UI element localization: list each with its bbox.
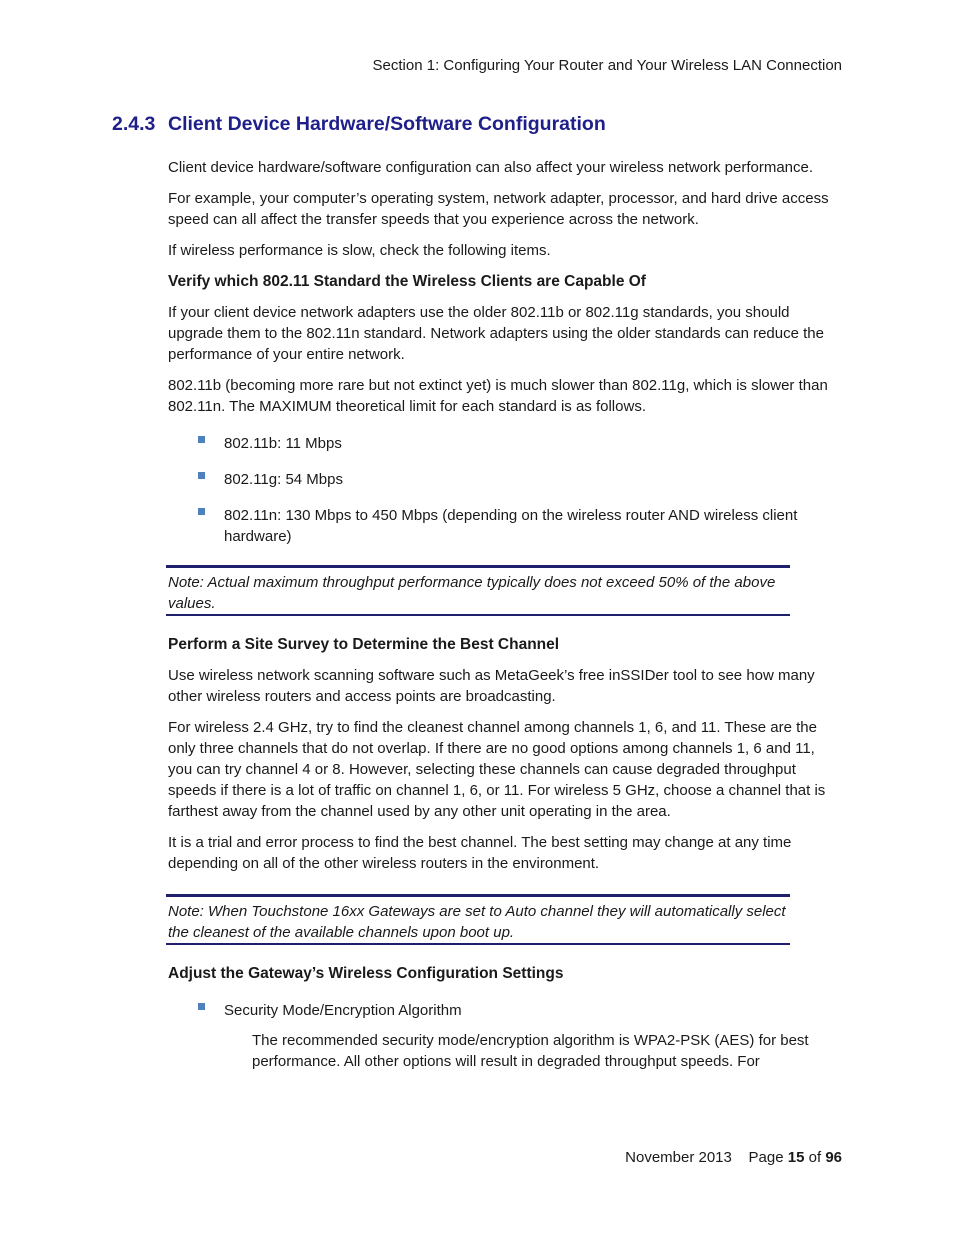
auto-channel-note <box>166 894 790 945</box>
list-item <box>168 469 843 490</box>
survey-paragraph-2: For wireless 2.4 GHz, try to find the cleanest channel among channels 1, 6, and 11. These are the only three channels that do not overlap. If there are no good options among channels 1, 6 and 11, you can try channel 4 or 8. However, selecting these channels can cause degraded throughput speeds if there is a lot of traffic on channel 1, 6, or 11. For wireless 5 GHz, choose a channel that is farthest away from the channel used by any other unit operating in the area. <box>168 719 826 820</box>
adjust-heading: Adjust the Gateway’s Wireless Configuration Settings <box>168 965 564 982</box>
standards-list <box>168 433 843 547</box>
verify-paragraph-1: If your client device network adapters use the older 802.11b or 802.11g standards, you should upgrade them to the 802.11n standard. Network adapters using the older standards can reduce the performance of your entire network. <box>168 304 824 363</box>
intro-paragraph-1: Client device hardware/software configuration can also affect your wireless network performance. <box>168 159 814 176</box>
section-number: 2.4.3 <box>112 113 156 135</box>
throughput-note <box>166 565 790 616</box>
footer-total-pages: 96 <box>825 1149 842 1166</box>
verify-paragraph-2: 802.11b (becoming more rare but not extinct yet) is much slower than 802.11g, which is slower than 802.11n. The MAXIMUM theoretical limit for each standard is as follows. <box>168 377 828 415</box>
list-item-text: 802.11g: 54 Mbps <box>224 471 343 488</box>
footer-page-label: Page <box>748 1149 784 1166</box>
note-text: Note: When Touchstone 16xx Gateways are set to Auto channel they will automatically select the cleanest of the available channels upon boot up. <box>168 903 786 941</box>
section-heading <box>112 113 606 136</box>
footer-of-label: of <box>808 1149 822 1166</box>
intro-paragraph-2: For example, your computer’s operating system, network adapter, processor, and hard drive access speed can all affect the transfer speeds that you experience across the network. <box>168 190 829 228</box>
survey-paragraph-1: Use wireless network scanning software such as MetaGeek’s free inSSIDer tool to see how many other wireless routers and access points are broadcasting. <box>168 667 815 705</box>
footer-date: November 2013 <box>625 1149 732 1166</box>
running-header: Section 1: Configuring Your Router and Your Wireless LAN Connection <box>372 57 842 74</box>
survey-paragraph-3: It is a trial and error process to find the best channel. The best setting may change at any time depending on all of the other wireless routers in the environment. <box>168 834 792 872</box>
square-bullet-icon <box>198 1003 205 1010</box>
list-item-text: Security Mode/Encryption Algorithm <box>224 1002 462 1019</box>
square-bullet-icon <box>198 436 205 443</box>
square-bullet-icon <box>198 508 205 515</box>
settings-list <box>168 1000 843 1021</box>
list-item <box>168 433 843 454</box>
body-content <box>168 157 843 1082</box>
square-bullet-icon <box>198 472 205 479</box>
verify-heading: Verify which 802.11 Standard the Wireless Clients are Capable Of <box>168 273 646 290</box>
survey-heading: Perform a Site Survey to Determine the Best Channel <box>168 636 560 653</box>
list-item-text: 802.11b: 11 Mbps <box>224 435 342 452</box>
note-text: Note: Actual maximum throughput performance typically does not exceed 50% of the above values. <box>168 574 776 612</box>
intro-paragraph-3: If wireless performance is slow, check the following items. <box>168 242 551 259</box>
footer-page-number: 15 <box>787 1149 805 1166</box>
page-footer <box>625 1149 842 1166</box>
security-mode-paragraph: The recommended security mode/encryption algorithm is WPA2-PSK (AES) for best performance. All other options will result in degraded throughput speeds. For <box>252 1032 809 1070</box>
list-item <box>168 1000 843 1021</box>
section-title: Client Device Hardware/Software Configuration <box>168 113 606 135</box>
list-item <box>168 505 843 547</box>
list-item-text: 802.11n: 130 Mbps to 450 Mbps (depending on the wireless router AND wireless client hardware) <box>224 507 798 545</box>
